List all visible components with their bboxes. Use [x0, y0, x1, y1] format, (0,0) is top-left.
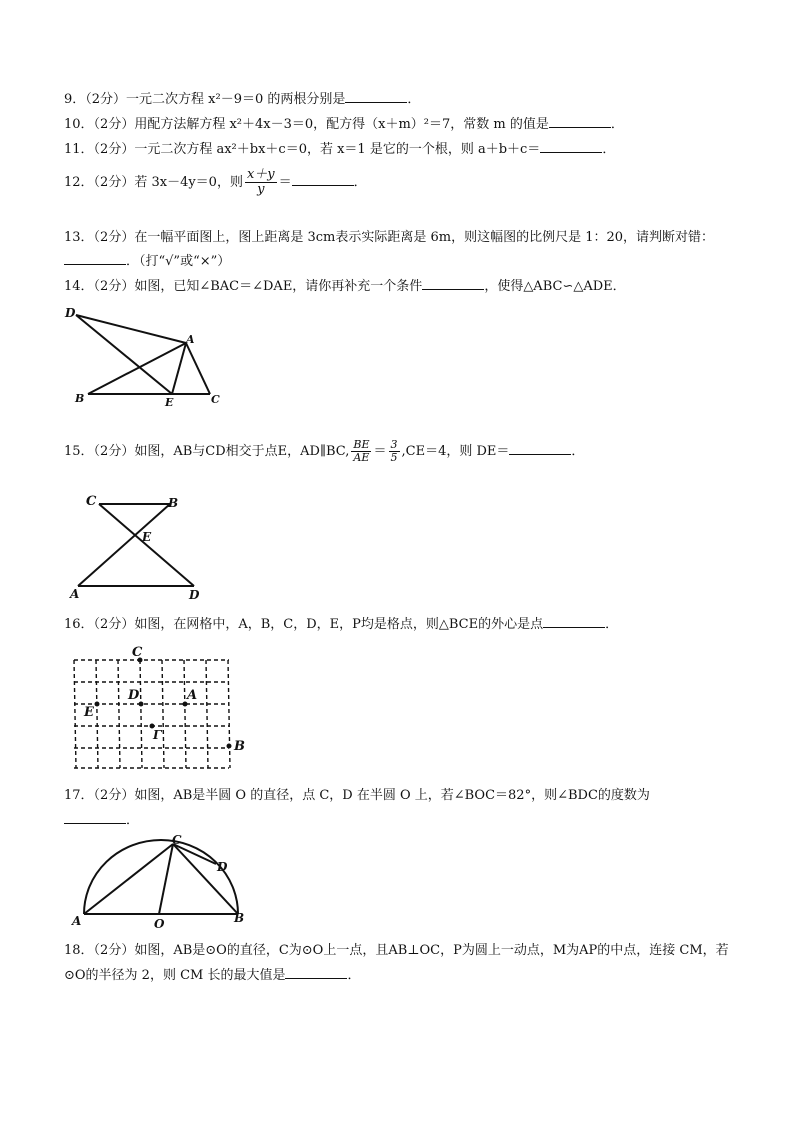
- fig16-label-A: A: [187, 688, 198, 703]
- q10-number: 10．（2分）: [64, 117, 135, 132]
- fig14-segment-AE: [172, 343, 186, 394]
- fig14-segment-AB: [88, 343, 186, 394]
- question-15: [64, 439, 734, 464]
- figure-16: [66, 640, 256, 775]
- question-9: [64, 89, 734, 111]
- fig16-grid: [74, 660, 230, 768]
- fig15-label-B: B: [168, 496, 179, 510]
- fig15-label-C: C: [86, 494, 97, 509]
- q13-number: 13．（2分）: [64, 230, 135, 245]
- fig14-label-E: E: [165, 396, 174, 409]
- q15-fraction-be-ae: [351, 439, 371, 464]
- question-12: [64, 168, 734, 197]
- fig15-segment-CD: [99, 504, 194, 586]
- q18-text: 如图，AB是⊙O的直径，C为⊙O上一点，且AB⊥OC，P为圆上一动点，M为AP的中点，连接 CM，若⊙O的半径为 2，则 CM 长的最大值是: [64, 943, 729, 983]
- q15-fraction-3-5: [389, 439, 400, 464]
- q13-text: 在一幅平面图上，图上距离是 3cm表示实际距离是 6m，则这幅图的比例尺是 1：20，请判断对错：: [134, 230, 715, 245]
- fig17-chord-AC: [84, 844, 173, 914]
- q13-end: ．（打“√”或“×”）: [126, 254, 231, 269]
- q9-number: 9．（2分）: [64, 92, 127, 107]
- fig16-label-P: Γ: [153, 728, 162, 742]
- q15-frac-numerator: BE: [353, 438, 370, 451]
- q15-number: 15．（2分）: [64, 444, 135, 459]
- q12-answer-blank[interactable]: [292, 173, 354, 186]
- q12-fraction: [245, 168, 277, 197]
- q17-text: 如图，AB是半圆 O 的直径，点 C，D 在半圆 O 上，若∠BOC＝82°，则∠BDC的度数为: [134, 788, 650, 803]
- q9-end: ．: [407, 92, 421, 107]
- q15-end: ．: [571, 444, 585, 459]
- question-13: [64, 227, 734, 249]
- q15-text2: ,CE＝4，则 DE＝: [401, 444, 510, 459]
- q11-number: 11．（2分）: [64, 142, 135, 157]
- question-17: [64, 785, 734, 807]
- question-10: [64, 114, 734, 136]
- q17-number: 17．（2分）: [64, 788, 135, 803]
- fig15-label-E: E: [142, 530, 152, 544]
- fig16-label-B: B: [234, 739, 245, 754]
- fig17-label-C: C: [172, 833, 182, 847]
- q15-text: 如图，AB与CD相交于点E，AD∥BC,: [134, 444, 350, 459]
- fig16-point-E: [95, 702, 100, 707]
- q9-text: 一元二次方程 x²－9＝0 的两根分别是: [126, 92, 346, 107]
- q15-equals: ＝: [373, 444, 387, 459]
- q14-number: 14．（2分）: [64, 279, 135, 294]
- q12-number: 12．（2分）: [64, 175, 135, 190]
- q15-frac2-denominator: 5: [390, 451, 398, 464]
- q14-end: ，使得△ABC∽△ADE．: [484, 279, 626, 294]
- figure-15: [66, 490, 216, 602]
- q14-answer-blank[interactable]: [422, 277, 484, 290]
- fig14-label-C: C: [211, 393, 220, 406]
- fig15-segment-BA: [78, 504, 170, 586]
- fig16-label-D: D: [128, 688, 140, 703]
- question-11: [64, 139, 734, 161]
- q9-answer-blank[interactable]: [345, 90, 407, 103]
- q12-text: 若 3x－4y＝0，则: [134, 175, 243, 190]
- question-14: [64, 276, 734, 298]
- fig16-label-E: E: [84, 705, 94, 720]
- fig16-point-B: [227, 744, 232, 749]
- q13-answer-blank[interactable]: [64, 252, 126, 265]
- fig17-label-B: B: [234, 911, 245, 925]
- q15-answer-blank[interactable]: [509, 442, 571, 455]
- q15-frac-denominator: AE: [353, 451, 370, 464]
- q18-end: ．: [347, 968, 361, 983]
- q16-end: ．: [605, 617, 619, 632]
- q17-end: ．: [126, 813, 140, 828]
- q14-text: 如图，已知∠BAC＝∠DAE，请你再补充一个条件: [134, 279, 423, 294]
- q16-answer-blank[interactable]: [543, 615, 605, 628]
- question-17-line2: [64, 810, 734, 832]
- fig15-label-D: D: [189, 588, 200, 602]
- fig14-segment-AC: [186, 343, 210, 394]
- fig14-label-B: B: [75, 392, 85, 405]
- figure-17: [66, 830, 256, 930]
- fig17-label-D: D: [217, 860, 228, 874]
- fig14-label-A: A: [186, 333, 195, 346]
- q12-frac-numerator: x＋y: [246, 167, 275, 182]
- q16-text: 如图，在网格中，A，B，C，D，E，P均是格点，则△BCE的外心是点: [134, 617, 544, 632]
- q12-frac-denominator: y: [257, 182, 265, 197]
- fig15-label-A: A: [70, 587, 80, 601]
- question-13-line2: [64, 251, 734, 273]
- question-18: [64, 938, 732, 988]
- q10-answer-blank[interactable]: [549, 115, 611, 128]
- q11-text: 一元二次方程 ax²＋bx＋c＝0，若 x＝1 是它的一个根，则 a＋b＋c＝: [134, 142, 541, 157]
- fig14-label-D: D: [65, 306, 76, 320]
- question-16: [64, 614, 734, 636]
- q10-text: 用配方法解方程 x²＋4x－3＝0，配方得（x＋m）²＝7，常数 m 的值是: [134, 117, 549, 132]
- q11-answer-blank[interactable]: [540, 140, 602, 153]
- q18-answer-blank[interactable]: [285, 966, 347, 979]
- q16-number: 16．（2分）: [64, 617, 135, 632]
- q17-answer-blank[interactable]: [64, 811, 126, 824]
- q11-end: ．: [602, 142, 616, 157]
- figure-14: [62, 305, 232, 410]
- fig16-label-C: C: [132, 645, 143, 660]
- q15-frac2-numerator: 3: [390, 438, 398, 451]
- q12-equals: ＝: [278, 175, 292, 190]
- fig17-label-A: A: [72, 914, 82, 928]
- q18-number: 18．（2分）: [64, 943, 135, 958]
- fig17-label-O: O: [154, 917, 165, 930]
- q10-end: ．: [610, 117, 624, 132]
- q12-end: ．: [353, 175, 367, 190]
